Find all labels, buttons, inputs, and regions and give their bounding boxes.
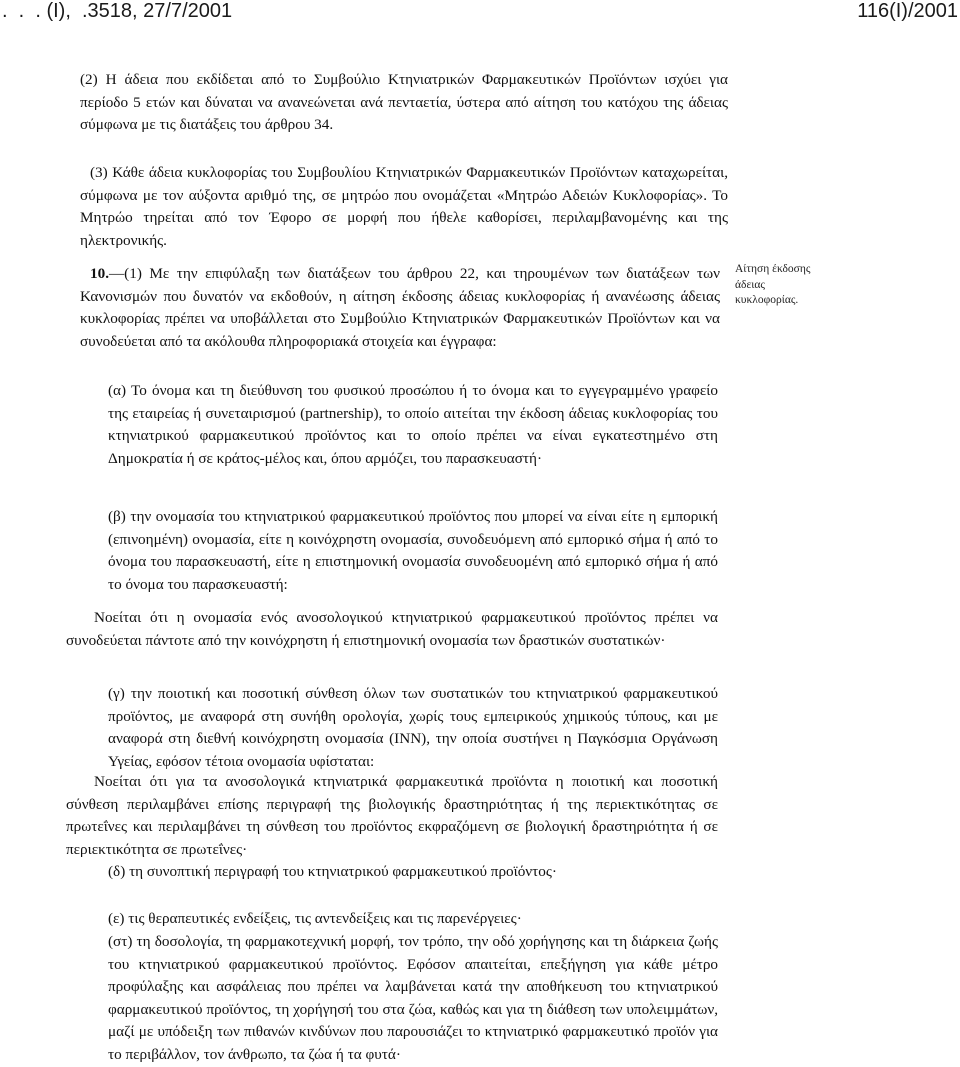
margin-note: Αίτηση έκδοσης άδειας κυκλοφορίας. xyxy=(735,263,811,306)
paragraph-2: (2) Η άδεια που εκδίδεται από το Συμβούλιο Κτηνιατρικών Φαρμακευτικών Προϊόντων ισχύει για περίοδο 5 ετών και δύναται να ανανεώνεται ανά πενταετία, ύστερα από αίτηση του κατόχου της άδειας σύμφωνα με τις διατάξεις του άρθρου 34. xyxy=(80,71,728,134)
section-10-text: —(1) Με την επιφύλαξη των διατάξεων του άρθρου 22, και τηρουμένων των διατάξεων των Κανονισμών που δυνατόν να εκδοθούν, η αίτηση έκδοσης άδειας κυκλοφορίας ή ανανέωσης άδειας κυκλοφορίας πρέπει να υποβάλλεται στο Συμβούλιο Κτηνιατρικών Φαρμακευτικών Προϊόντων και να συνοδεύεται από τα ακόλουθα πληροφοριακά στοιχεία και έγγραφα: xyxy=(80,265,720,350)
paragraph-3: (3) Κάθε άδεια κυκλοφορίας του Συμβουλίου Κτηνιατρικών Φαρμακευτικών Προϊόντων καταχωρείται, σύμφωνα με τον αύξοντα αριθμό της, σε μητρώο που ονομάζεται «Μητρώο Αδειών Κυκλοφορίας». Το Μητρώο τηρείται από τον Έφορο σε μορφή που ήθελε καθορίσει, περιλαμβανομένης και της ηλεκτρονικής. xyxy=(80,164,728,249)
item-st: (στ) τη δοσολογία, τη φαρμακοτεχνική μορφή, τον τρόπο, την οδό χορήγησης και τη διάρκεια ζωής του κτηνιατρικού φαρμακευτικού προϊόντος. Εφόσον απαιτείται, επεξήγηση για κάθε μέτρο προφύλαξης και ασφάλειας που πρέπει να λαμβάνεται κατά την αποθήκευση του κτηνιατρικού φαρμακευτικού προϊόντος, τη χορήγησή του στα ζώα, καθώς και για τη διάθεση των υπολειμμάτων, μαζί με υπόδειξη των πιθανών κινδύνων που παρουσιάζει το κτηνιατρικό φαρμακευτικό προϊόν για το περιβάλλον, τον άνθρωπο, τα ζώα ή τα φυτά· xyxy=(108,933,718,1063)
header-law-number: 116(Ι)/2001 xyxy=(857,0,958,22)
proviso-1: Νοείται ότι η ονομασία ενός ανοσολογικού κτηνιατρικού φαρμακευτικού προϊόντος πρέπει να συνοδεύεται πάντοτε από την κοινόχρηστη ή επιστημονική ονομασία των δραστικών συστατικών· xyxy=(66,609,718,649)
item-e: (ε) τις θεραπευτικές ενδείξεις, τις αντενδείξεις και τις παρενέργειες· xyxy=(108,910,522,927)
section-10 xyxy=(80,263,720,353)
proviso-2: Νοείται ότι για τα ανοσολογικά κτηνιατρικά φαρμακευτικά προϊόντα η ποιοτική και ποσοτική σύνθεση περιλαμβάνει επίσης περιγραφή της βιολογικής δραστηριότητας ή της περιεκτικότητας σε πρωτεΐνες και περιλαμβάνει τη σύνθεση του προϊόντος εκφραζόμενη σε βιολογική δραστηριότητα ή σε περιεκτικότητα σε πρωτεΐνες· xyxy=(66,773,718,858)
page-header xyxy=(0,0,960,30)
item-a: (α) Το όνομα και τη διεύθυνση του φυσικού προσώπου ή το όνομα και το εγγεγραμμένο γραφείο της εταιρείας ή συνεταιρισμού (partnership), το οποίο αιτείται την έκδοση άδειας κυκλοφορίας του κτηνιατρικού φαρμακευτικού προϊόντος και το οποίο πρέπει να είναι εγκατεστημένο στη Δημοκρατία ή σε κράτος-μέλος και, όπου αρμόζει, του παρασκευαστή· xyxy=(108,382,718,467)
item-d: (δ) τη συνοπτική περιγραφή του κτηνιατρικού φαρμακευτικού προϊόντος· xyxy=(108,863,557,880)
section-number: 10. xyxy=(90,265,109,282)
header-law-reference: . . . (Ι), .3518, 27/7/2001 xyxy=(2,0,233,22)
item-g: (γ) την ποιοτική και ποσοτική σύνθεση όλων των συστατικών του κτηνιατρικού φαρμακευτικού προϊόντος, με αναφορά στη συνήθη ορολογία, χωρίς τους εμπειρικούς χημικούς τύπους, και με αναφορά στη διεθνή κοινόχρηστη ονομασία (INN), την οποία συστήνει η Παγκόσμια Οργάνωση Υγείας, εφόσον τέτοια ονομασία υφίσταται: xyxy=(108,685,718,770)
item-b: (β) την ονομασία του κτηνιατρικού φαρμακευτικού προϊόντος που μπορεί να είναι είτε η εμπορική (επινοημένη) ονομασία, είτε η κοινόχρηστη ονομασία, συνοδευόμενη από εμπορικό σήμα ή από το όνομα του παρασκευαστή, είτε η επιστημονική ονομασία συνοδευομένη από εμπορικό σήμα ή από το όνομα του παρασκευαστή: xyxy=(108,508,718,593)
